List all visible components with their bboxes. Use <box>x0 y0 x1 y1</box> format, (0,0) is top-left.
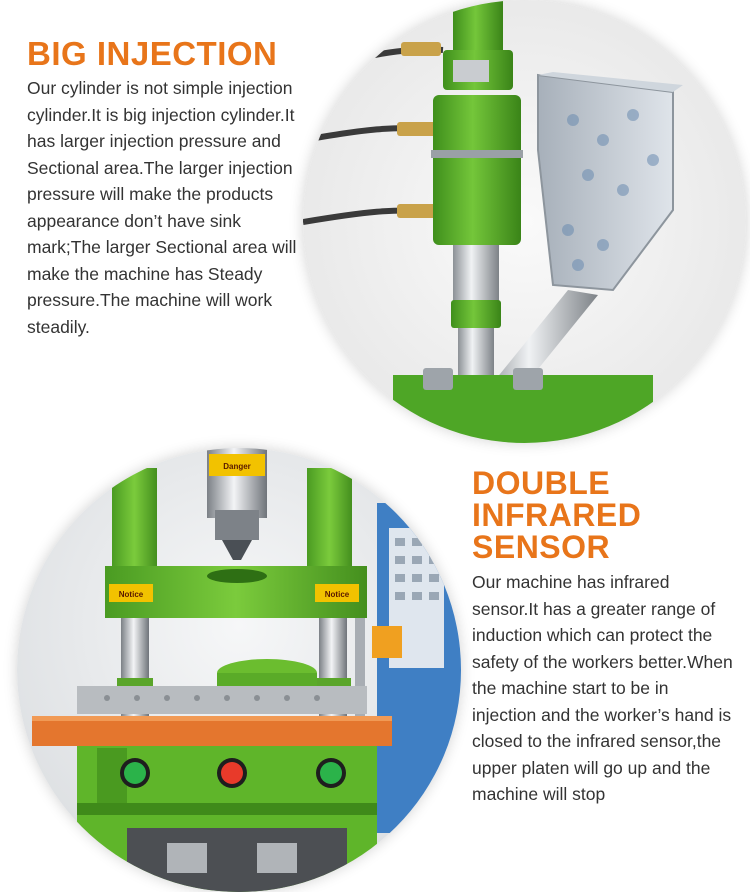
notice-label-left: Notice <box>118 590 144 599</box>
notice-label-right: Notice <box>324 590 350 599</box>
danger-label: Danger <box>223 462 251 471</box>
infrared-sensor-description: Our machine has infrared sensor.It has a greater range of induction which can protect the safety of the workers better.When the machine start to be in injection and the worker’s hand is closed to the infrared sensor,the upper platen will go up and the machine will stop <box>472 572 733 804</box>
machine-sensor-photo <box>17 448 461 892</box>
injection-cylinder-photo <box>303 0 746 443</box>
infrared-sensor-heading: DOUBLE INFRARED SENSOR <box>472 465 642 565</box>
big-injection-heading: BIG INJECTION <box>27 35 278 72</box>
big-injection-description: Our cylinder is not simple injection cylinder.It is big injection cylinder.It has larger injection pressure and Sectional area.The larger injection pressure will make the products appearance don’t have sink mark;The larger Sectional area will make the machine has Steady pressure.The machine will work steadily. <box>27 78 297 337</box>
